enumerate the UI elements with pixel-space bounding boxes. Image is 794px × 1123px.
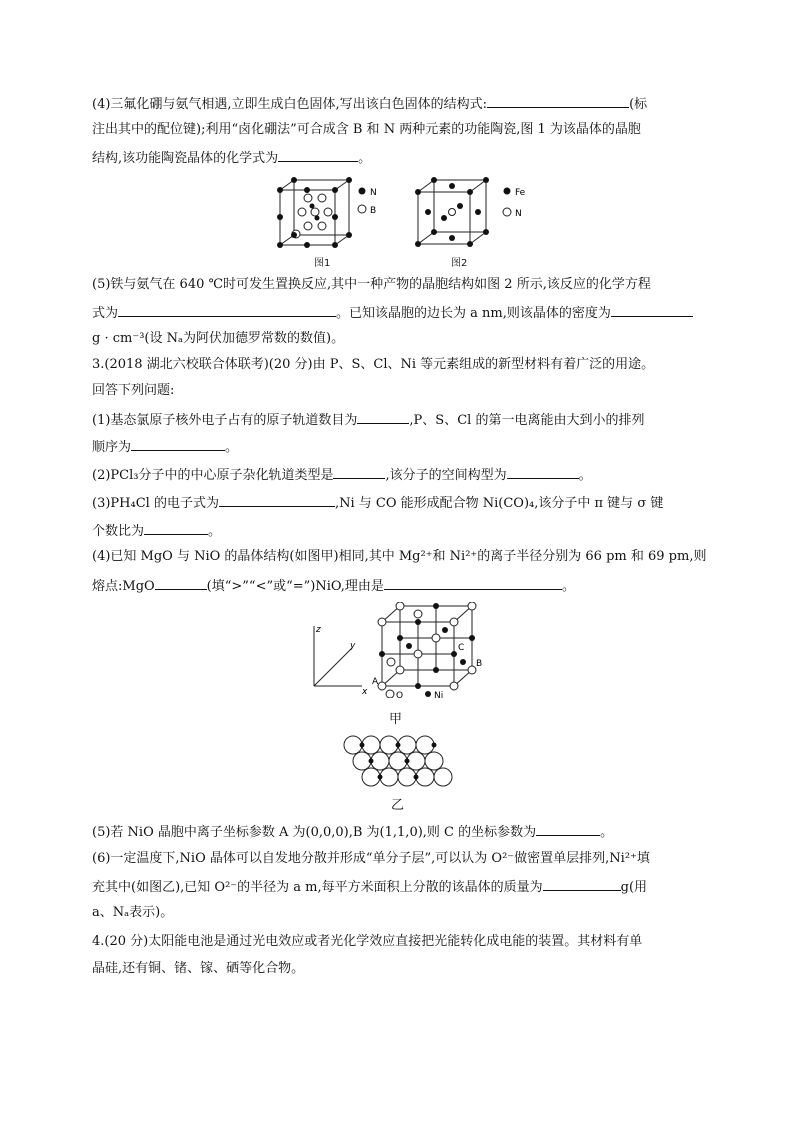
axis-label-z: z: [316, 625, 321, 635]
answer-blank[interactable]: [219, 493, 335, 507]
figure-2-fe-n-unit-cell: [410, 176, 535, 256]
q5-text: 式为: [92, 306, 119, 321]
q3-text: g(用: [620, 880, 648, 895]
legend-label-n: N: [515, 209, 522, 219]
q3-part6-line3: a、Nₐ表示)。: [92, 905, 174, 920]
legend-label-o: O: [396, 691, 404, 698]
q3-text: (2)PCl₃分子中的中心原子杂化轨道类型是: [92, 468, 334, 483]
answer-blank[interactable]: [487, 94, 629, 108]
figure-yi-caption: 乙: [391, 798, 405, 813]
point-label-c: C: [458, 643, 465, 653]
q3-text: ,Ni 与 CO 能形成配合物 Ni(CO)₄,该分子中 π 键与 σ 键: [334, 496, 664, 511]
q3-part5: [92, 822, 613, 842]
q3-part2: [92, 465, 592, 485]
nitrogen-legend-marker: [359, 188, 366, 195]
q3-part6-line1: (6)一定温度下,NiO 晶体可以自发地分散并形成“单分子层”,可以认为 O²⁻做密置单层排列,Ni²⁺填: [92, 851, 650, 866]
oxygen-legend-marker: [386, 690, 394, 698]
q3-part3-line2: [92, 521, 221, 541]
answer-blank[interactable]: [278, 148, 358, 162]
iron-legend-marker: [504, 188, 511, 195]
answer-blank[interactable]: [118, 303, 336, 317]
q3-text: ,P、S、Cl 的第一电离能由大到小的排列: [409, 413, 645, 428]
q3-text: 。: [225, 440, 239, 455]
nickel-legend-marker: [425, 691, 431, 697]
q3-text: 充其中(如图乙),已知 O²⁻的半径为 a m,每平方米面积上分散的该晶体的质量为: [92, 880, 543, 895]
q3-part3-line1: [92, 493, 663, 513]
legend-label-b: B: [370, 206, 377, 216]
q4b-line-2: 晶硅,还有铜、锗、镓、硒等化合物。: [92, 961, 305, 976]
answer-blank[interactable]: [131, 437, 225, 451]
answer-blank[interactable]: [507, 465, 579, 479]
q5-line-2: [92, 303, 693, 323]
figure-yi-monolayer: [338, 732, 458, 790]
nitrogen-legend-marker: [503, 208, 511, 216]
figure-jia-nio-unit-cell: [300, 602, 500, 698]
answer-blank[interactable]: [155, 576, 207, 590]
axis-label-y: y: [350, 641, 356, 651]
q5-text: 。已知该晶胞的边长为 a nm,则该晶体的密度为: [336, 306, 611, 321]
q3-part4-line2: [92, 576, 575, 596]
q3-text: ,该分子的空间构型为: [385, 468, 507, 483]
answer-blank[interactable]: [144, 521, 208, 535]
figure-1-bn-unit-cell: [272, 176, 397, 256]
q3-text: (1)基态氯原子核外电子占有的原子轨道数目为: [92, 413, 358, 428]
q3-text: (填“>”“<”或“=”)NiO,理由是: [206, 579, 384, 594]
q3-text: 。: [600, 825, 614, 840]
q4-line-1: [92, 94, 647, 114]
q4-text: 结构,该功能陶瓷晶体的化学式为: [92, 151, 279, 166]
q3-part1-line2: [92, 437, 238, 457]
figure-1-caption: 图1: [314, 258, 331, 269]
q3-text: 。: [208, 524, 222, 539]
answer-blank[interactable]: [536, 822, 600, 836]
q3-text: 顺序为: [92, 440, 132, 455]
q4-text: 。: [358, 151, 372, 166]
q5-line-1: (5)铁与氨气在 640 ℃时可发生置换反应,其中一种产物的晶胞结构如图 2 所示,该反应的化学方程: [92, 277, 651, 292]
figure-jia-caption: 甲: [389, 712, 403, 727]
q3-part6-line2: [92, 877, 647, 897]
q4-text: (4)三氟化硼与氨气相遇,立即生成白色固体,写出该白色固体的结构式:: [92, 97, 488, 112]
q3-text: 熔点:MgO: [92, 579, 155, 594]
q4-line-3: [92, 148, 371, 168]
figure-2-caption: 图2: [451, 258, 468, 269]
q3-text: (3)PH₄Cl 的电子式为: [92, 496, 219, 511]
q4-line-2: 注出其中的配位键);利用“卤化硼法”可合成含 B 和 N 两种元素的功能陶瓷,图 1 为该晶体的晶胞: [92, 122, 641, 137]
answer-blank[interactable]: [543, 877, 621, 891]
point-label-b: B: [476, 659, 483, 669]
answer-blank[interactable]: [333, 465, 385, 479]
q3-text: 个数比为: [92, 524, 145, 539]
answer-blank[interactable]: [384, 576, 562, 590]
answer-blank[interactable]: [357, 410, 409, 424]
q3-text: (5)若 NiO 晶胞中离子坐标参数 A 为(0,0,0),B 为(1,1,0),则 C 的坐标参数为: [92, 825, 537, 840]
legend-label-ni: Ni: [434, 691, 444, 698]
q3-heading: 3.(2018 湖北六校联合体联考)(20 分)由 P、S、Cl、Ni 等元素组成的新型材料有着广泛的用途。: [92, 357, 655, 372]
point-label-a: A: [372, 677, 379, 687]
q3-part1-line1: [92, 410, 644, 430]
q4b-line-1: 4.(20 分)太阳能电池是通过光电效应或者光化学效应直接把光能转化成电能的装置。其材料有单: [92, 934, 643, 949]
answer-blank[interactable]: [611, 303, 693, 317]
q3-text: 。: [561, 579, 575, 594]
legend-label-fe: Fe: [515, 188, 526, 198]
q5-line-3: g · cm⁻³(设 Nₐ为阿伏加德罗常数的数值)。: [92, 331, 345, 346]
q3-part4-line1: (4)已知 MgO 与 NiO 的晶体结构(如图甲)相同,其中 Mg²⁺和 Ni²⁺的离子半径分别为 66 pm 和 69 pm,则: [92, 549, 707, 564]
legend-label-n: N: [370, 188, 377, 198]
q3-subheading: 回答下列问题:: [92, 383, 175, 398]
q4-text: (标: [629, 97, 648, 112]
axis-label-x: x: [362, 687, 368, 697]
q3-text: 。: [578, 468, 592, 483]
boron-legend-marker: [358, 205, 366, 213]
